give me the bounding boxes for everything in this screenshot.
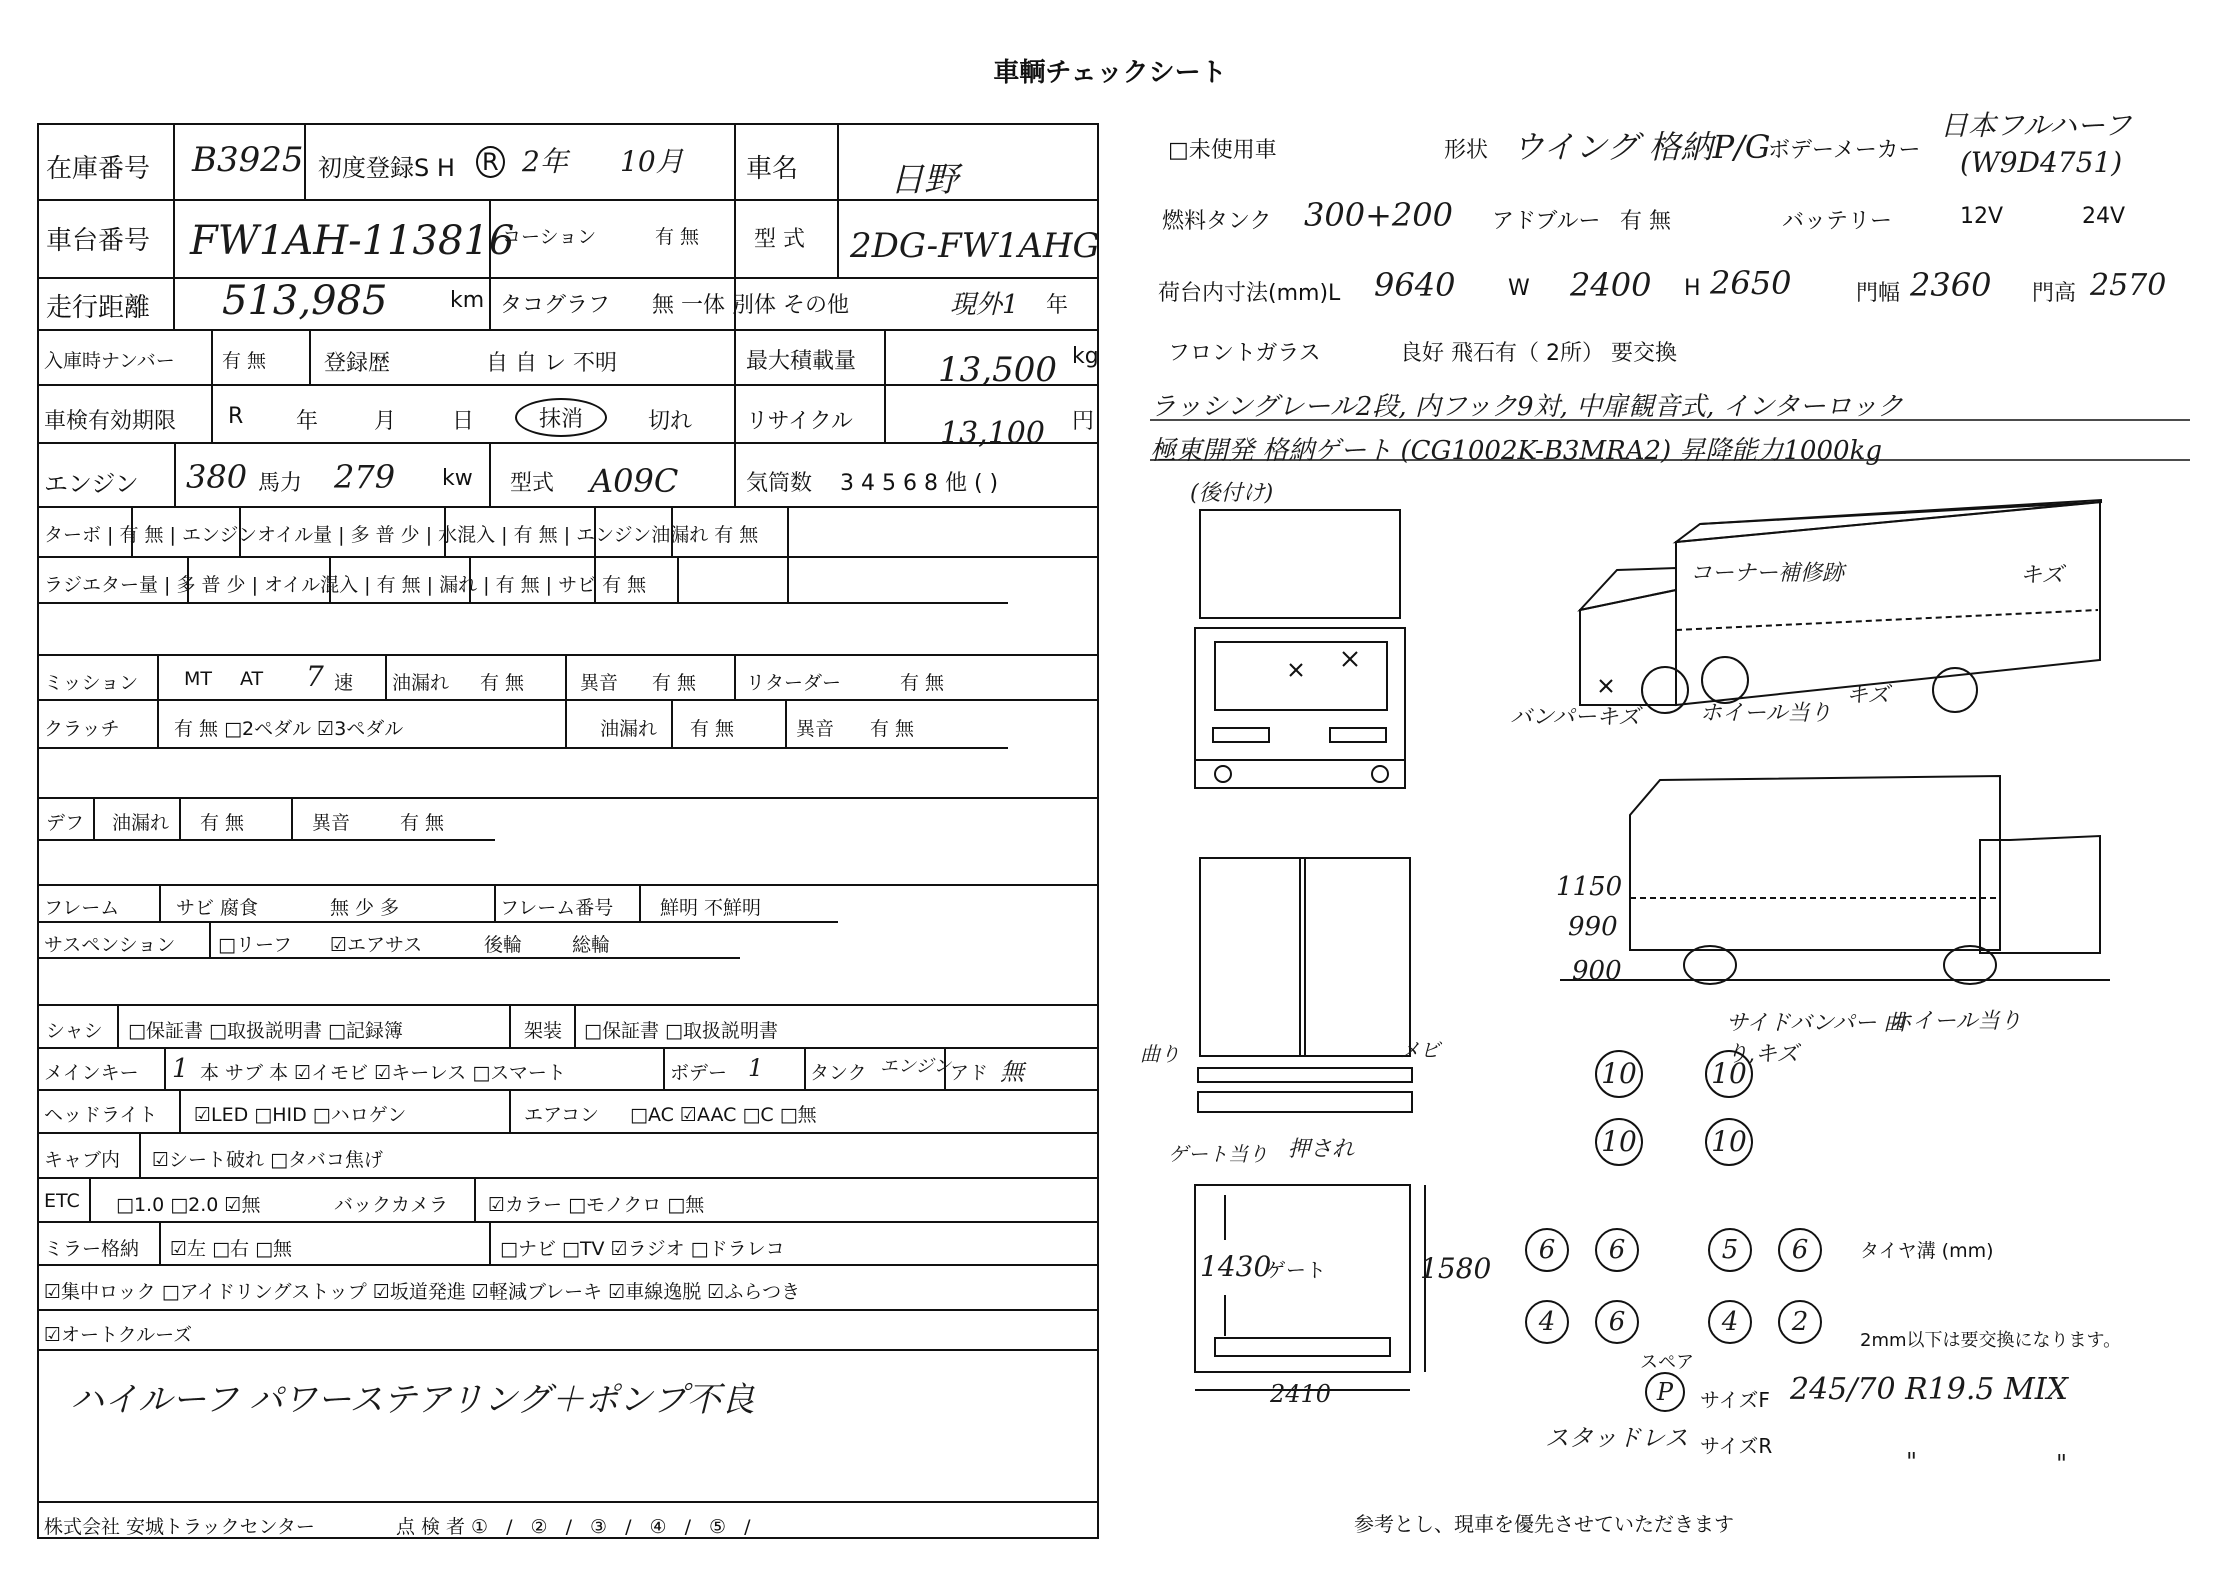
replace-note: 2mm以下は要交換になります。 (1860, 1330, 2122, 1351)
dims-L: 9640 (1374, 266, 1456, 304)
clutch-noise: 異音 (796, 718, 835, 740)
coating-opts: 有 無 (655, 226, 700, 248)
etc-opts: □1.0 □2.0 ☑無 (116, 1194, 261, 1216)
docs-kaso: 架装 (524, 1020, 563, 1042)
mileage-label: 走行距離 (46, 293, 151, 323)
notes-line-1: ラッシングレール2段, 内フック9対, 中扉観音式, インターロック (1150, 392, 1904, 422)
cyl-label: 気筒数 (746, 471, 813, 496)
dims-H-label: H (1684, 276, 1701, 301)
tacho-unit: 年 (1046, 293, 1069, 318)
coating-label: コーション (502, 226, 597, 248)
inspection-label: 車検有効期限 (44, 409, 177, 434)
damage-scratch-2: キズ (1846, 683, 1890, 708)
door-w: 2360 (1910, 266, 1992, 304)
shape-label: 形状 (1444, 138, 1489, 163)
docs-shashi: シャシ (46, 1020, 103, 1042)
tire-front-1: 10 (1595, 1050, 1643, 1098)
mission-leak: 油漏れ (392, 672, 450, 694)
mission-label: ミッション (44, 672, 139, 694)
damage-bumper: バンパーキズ (1510, 705, 1641, 730)
battery-12: 12V (1960, 204, 2004, 229)
clutch-leak: 油漏れ (600, 718, 658, 740)
frame-num-label: フレーム番号 (500, 897, 614, 919)
headlight-label: ヘッドライト (44, 1104, 158, 1126)
mission-leak-opts: 有 無 (480, 672, 525, 694)
ac-label: エアコン (524, 1104, 600, 1126)
keys-label: メインキー (44, 1062, 139, 1084)
height-900: 900 (1572, 956, 1622, 986)
max-load-value: 13,500 (938, 350, 1057, 390)
plate-label: 入庫時ナンバー (44, 350, 175, 372)
engine-kw: 279 (334, 458, 396, 496)
battery-label: バッテリー (1782, 209, 1893, 234)
truck-side-view (1560, 776, 2110, 984)
keys-ad-hw: 無 (1000, 1058, 1024, 1086)
diff-leak: 油漏れ (112, 812, 170, 834)
turbo-row: ターボ | 有 無 | エンジンオイル量 | 多 普 少 | 水混入 | 有 無 | エンジン油漏れ 有 無 (44, 524, 759, 546)
first-reg-era: R (476, 146, 505, 178)
tire-rear-4: 6 (1778, 1228, 1822, 1272)
engine-type: A09C (590, 462, 679, 500)
engine-kw-unit: kw (442, 466, 473, 491)
mission-at: AT (240, 668, 264, 690)
first-reg-year: 2年 (522, 145, 568, 178)
plate-opts: 有 無 (222, 350, 267, 372)
rear-doors-view (1198, 858, 1412, 1112)
tire-rear-8: 2 (1778, 1300, 1822, 1344)
mission-noise-opts: 有 無 (652, 672, 697, 694)
spare-label: スペア (1640, 1352, 1694, 1373)
cab-front-view (1195, 510, 1405, 788)
insp-cancel: 抹消 (515, 398, 607, 437)
headlight-opts: ☑LED □HID □ハロゲン (194, 1104, 407, 1126)
tacho-opts: 無 一体 別体 その他 (652, 293, 849, 318)
chassis-label: 車台番号 (46, 226, 151, 256)
max-load-unit: kg (1072, 344, 1099, 369)
car-name-label: 車名 (746, 154, 799, 184)
doc-title: 車輌チェックシート (993, 58, 1227, 88)
engine-hp: 380 (186, 458, 248, 496)
insp-r: R (228, 404, 244, 429)
fuel-hw: 300+200 (1304, 196, 1453, 234)
battery-24: 24V (2082, 204, 2126, 229)
cam-opts: ☑カラー □モノクロ □無 (488, 1194, 705, 1216)
ditto-1: " (1906, 1448, 1918, 1476)
retarder-label: リターダー (746, 672, 842, 694)
mileage-value: 513,985 (222, 278, 388, 324)
tire-front-2: 10 (1705, 1050, 1753, 1098)
keys-text: 本 サブ 本 ☑イモビ ☑キーレス □スマート (200, 1062, 566, 1084)
mirror-opts: ☑左 □右 □無 (170, 1238, 293, 1260)
clutch-noise-opts: 有 無 (870, 718, 915, 740)
first-reg-label: 初度登録S H (318, 154, 455, 182)
reg-hist-opts: 自 自 レ 不明 (486, 351, 617, 376)
chassis-value: FW1AH-113816 (190, 218, 515, 264)
bodymaker-label: ボデーメーカー (1768, 138, 1921, 163)
door-h-label: 門高 (2032, 281, 2077, 306)
insp-expired: 切れ (648, 409, 693, 434)
ditto-2: " (2056, 1450, 2068, 1478)
first-reg-month: 10月 (620, 145, 684, 178)
max-load-label: 最大積載量 (746, 349, 857, 374)
frame-label: フレーム (44, 897, 120, 919)
docs-items: □保証書 □取扱説明書 □記録簿 (128, 1020, 403, 1042)
susp-all: 総輪 (572, 934, 611, 956)
keys-tank: タンク (810, 1062, 867, 1084)
shape-hw: ウイング 格納P/G (1512, 128, 1771, 166)
gate-bottom-note-1: ゲート当り (1168, 1142, 1268, 1166)
engine-type-label: 型式 (510, 471, 555, 496)
radiator-row: ラジエター量 | 多 普 少 | オイル混入 | 有 無 | 漏れ | 有 無 | サビ 有 無 (44, 574, 647, 596)
tire-front-3: 10 (1595, 1118, 1643, 1166)
damage-wheel-1: ホイール当り (1700, 701, 1832, 726)
gate-label: ゲート (1266, 1258, 1326, 1282)
tire-rear-2: 6 (1595, 1228, 1639, 1272)
studless-hw: スタッドレス (1545, 1424, 1689, 1452)
cam-label: バックカメラ (334, 1194, 449, 1216)
model-label: 型 式 (754, 227, 805, 252)
stock-value: B3925 (192, 140, 304, 180)
safety-opts: ☑集中ロック □アイドリングストップ ☑坂道発進 ☑軽減ブレーキ ☑車線逸脱 ☑ふらつき (44, 1281, 801, 1303)
reg-hist-label: 登録歴 (324, 351, 391, 376)
ac-opts: □AC ☑AAC □C □無 (630, 1104, 817, 1126)
truck-left-view (1580, 500, 2102, 713)
clutch-opts: 有 無 □2ペダル ☑3ペダル (174, 718, 404, 740)
gate-bottom-note-2: 押され (1288, 1137, 1355, 1162)
tire-rear-1: 6 (1525, 1228, 1569, 1272)
car-name-value: 日野 (890, 160, 958, 200)
diff-label: デフ (46, 812, 85, 834)
retarder-opts: 有 無 (900, 672, 945, 694)
stock-label: 在庫番号 (46, 154, 151, 184)
dims-W-label: W (1508, 276, 1530, 301)
mirror-label: ミラー格納 (44, 1238, 140, 1260)
gate-width: 2410 (1270, 1380, 1332, 1408)
sizeR-label: サイズR (1700, 1434, 1773, 1458)
keys-count: 1 (172, 1054, 189, 1084)
tire-rear-5: 4 (1525, 1300, 1569, 1344)
model-value: 2DG-FW1AHG (850, 226, 1100, 266)
footer-company: 株式会社 安城トラックセンター (44, 1516, 315, 1538)
adblue-opts: 有 無 (1620, 209, 1671, 234)
gate-view (1195, 1185, 1425, 1390)
docs-items2: □保証書 □取扱説明書 (584, 1020, 778, 1042)
cyl-opts: 3 4 5 6 8 他 ( ) (840, 471, 999, 496)
cruise-opt: ☑オートクルーズ (44, 1324, 193, 1346)
tread-label: タイヤ溝 (mm) (1860, 1240, 1994, 1262)
engine-label: エンジン (44, 470, 139, 498)
tire-front-4: 10 (1705, 1118, 1753, 1166)
gate-580: 1580 (1420, 1252, 1492, 1285)
cab-opts: ☑シート破れ □タバコ焦げ (152, 1149, 383, 1171)
cab-label: キャブ内 (44, 1149, 121, 1171)
av-opts: □ナビ □TV ☑ラジオ □ドラレコ (500, 1238, 785, 1260)
door-w-label: 門幅 (1856, 281, 1901, 306)
damage-corner: コーナー補修跡 (1690, 561, 1845, 586)
height-1150: 1150 (1556, 872, 1623, 902)
keys-ad: アド (950, 1062, 989, 1084)
insp-d: 日 (452, 409, 475, 434)
recycle-value: 13,100 (940, 416, 1045, 451)
footer-inspector: 点検者① / ② / ③ / ④ / ⑤ / (396, 1516, 757, 1538)
fuel-label: 燃料タンク (1162, 209, 1272, 234)
side-bumper-damage: サイドバンパー 曲り,キズ (1726, 1011, 1906, 1067)
tacho-label: タコグラフ (500, 293, 611, 318)
remarks-hw: ハイルーフ パワーステアリング＋ポンプ不良 (70, 1380, 755, 1420)
cab-marks (1290, 652, 1357, 676)
etc-label: ETC (44, 1190, 80, 1212)
spare-circle: P (1645, 1372, 1685, 1412)
mileage-unit: km (450, 288, 485, 313)
diff-noise: 異音 (312, 812, 351, 834)
keys-body-n: 1 (748, 1054, 764, 1082)
glass-opts: 良好 飛石有（ 2所） 要交換 (1400, 341, 1677, 366)
mission-speed: 7 (306, 660, 324, 693)
wheel-damage-2: ホイール当り (1890, 1009, 2022, 1034)
recycle-unit: 円 (1072, 409, 1095, 434)
mission-speed-unit: 速 (334, 672, 354, 694)
tacho-hw: 現外1 (950, 290, 1019, 320)
adblue-label: アドブルー (1492, 209, 1601, 234)
mission-noise: 異音 (580, 672, 619, 694)
glass-label: フロントガラス (1168, 341, 1321, 366)
clutch-leak-opts: 有 無 (690, 718, 735, 740)
dims-W: 2400 (1570, 266, 1652, 304)
diff-noise-opts: 有 無 (400, 812, 445, 834)
insp-y: 年 (296, 409, 319, 434)
sizeF-hw: 245/70 R19.5 MIX (1790, 1372, 2068, 1407)
unused-check: □未使用車 (1168, 138, 1277, 163)
susp-rear: 後輪 (484, 934, 523, 956)
clutch-label: クラッチ (44, 718, 120, 740)
keys-body: ボデー (670, 1062, 728, 1084)
tire-rear-7: 4 (1708, 1300, 1752, 1344)
insp-m: 月 (374, 409, 397, 434)
mission-mt: MT (184, 668, 212, 690)
diff-leak-opts: 有 無 (200, 812, 245, 834)
damage-scratch-1: キズ (2020, 563, 2064, 588)
engine-hp-unit: 馬力 (258, 471, 303, 496)
frame-num-opts: 鮮明 不鮮明 (660, 897, 762, 919)
gate-left-note: 曲り (1140, 1042, 1180, 1066)
tire-rear-3: 5 (1708, 1228, 1752, 1272)
sizeF-label: サイズF (1700, 1388, 1770, 1412)
bodymaker-hw2: (W9D4751) (1960, 146, 2123, 179)
suspension-label: サスペンション (44, 934, 176, 956)
bodymaker-hw: 日本フルハーフ (1940, 109, 2132, 142)
notes-line-2: 極東開発 格納ゲート (CG1002K-B3MRA2) 昇降能力1000kg (1150, 436, 1882, 466)
footer-note: 参考とし、現車を優先させていただきます (1354, 1512, 1734, 1536)
dims-H: 2650 (1710, 264, 1792, 302)
tire-rear-6: 6 (1595, 1300, 1639, 1344)
gate-right-note: メビ (1400, 1038, 1440, 1062)
susp-leaf: □リーフ (218, 934, 293, 956)
frame-opts: 無 少 多 (330, 897, 400, 919)
door-h: 2570 (2090, 268, 2167, 303)
keys-tank-hw: エンジン (880, 1056, 952, 1077)
recycle-label: リサイクル (746, 409, 853, 434)
frame-rust: サビ 腐食 (176, 897, 259, 919)
gate-height: 1430 (1200, 1250, 1272, 1283)
dims-label: 荷台内寸法(mm)L (1158, 281, 1341, 306)
susp-air: ☑エアサス (330, 934, 423, 956)
height-990: 990 (1568, 912, 1618, 942)
notes-line-3: (後付け) (1190, 481, 1274, 506)
